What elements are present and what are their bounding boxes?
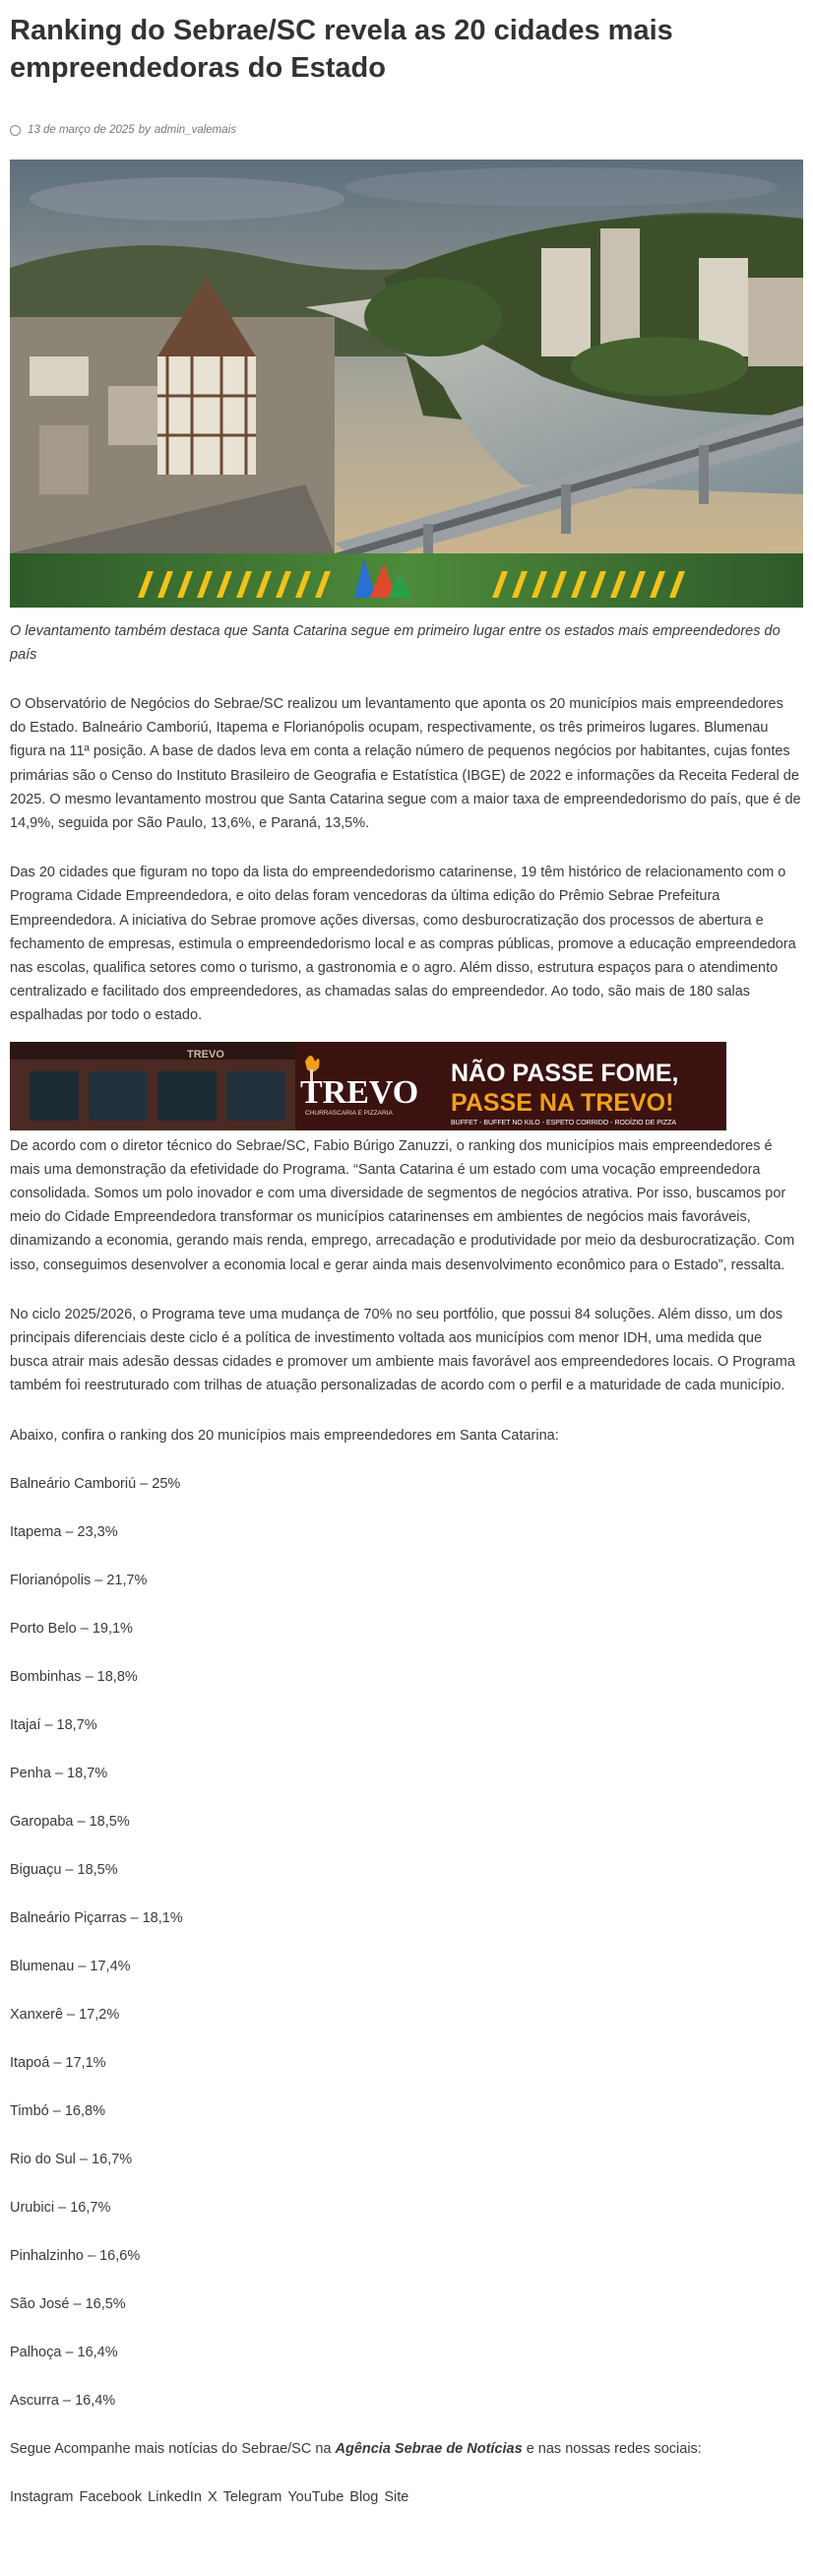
- social-link[interactable]: YouTube: [287, 2488, 344, 2505]
- ranking-item: Rio do Sul – 16,7%: [10, 2151, 133, 2167]
- follow-prefix: Segue Acompanhe mais notícias do Sebrae/SC na: [10, 2440, 336, 2457]
- paragraph-3: De acordo com o diretor técnico do Sebrae/SC, Fabio Búrigo Zanuzzi, o ranking dos municípios mais empreendedores é mais uma demonstração da efetividade do Programa. “Santa Catarina é um estado com uma vocação empreendedora consolidada. Somos um polo inovador e com uma diversidade de segmentos de negócios atrativa. Por isso, buscamos por meio do Cidade Empreendedora transformar os municípios catarinenses em ambientes de negócios mais favoráveis, dinamizando a economia, gerando mais renda, emprego, arrecadação e produtividade por meio da desburocratização. Com isso, conseguimos desenvolver a economia local e gerar ainda mais desenvolvimento econômico para o Estado”, ressalta.: [10, 1137, 795, 1273]
- by-label: by: [138, 124, 151, 136]
- ranking-item: Itajaí – 18,7%: [10, 1716, 97, 1733]
- social-link[interactable]: Instagram: [10, 2488, 74, 2505]
- follow-suffix: e nas nossas redes sociais:: [522, 2440, 702, 2457]
- ranking-item: Penha – 18,7%: [10, 1765, 108, 1781]
- article-meta: [10, 122, 803, 138]
- ranking-item: Timbó – 16,8%: [10, 2102, 105, 2119]
- ranking-item: Xanxerê – 17,2%: [10, 2006, 120, 2023]
- clock-icon: [10, 125, 21, 136]
- article-author[interactable]: admin_valemais: [154, 124, 236, 136]
- social-link[interactable]: Site: [384, 2488, 409, 2505]
- ad-headline-1: NÃO PASSE FOME,: [451, 1059, 679, 1087]
- ranking-item: Ascurra – 16,4%: [10, 2392, 116, 2409]
- ranking-item: Biguaçu – 18,5%: [10, 1861, 118, 1878]
- ad-services: BUFFET - BUFFET NO KILO - ESPETO CORRIDO - RODÍZIO DE PIZZA: [451, 1119, 677, 1127]
- social-link[interactable]: X: [208, 2488, 218, 2505]
- ranking-item: Garopaba – 18,5%: [10, 1813, 130, 1830]
- ranking-item: Palhoça – 16,4%: [10, 2344, 118, 2360]
- paragraph-2: Das 20 cidades que figuram no topo da lista do empreendedorismo catarinense, 19 têm histórico de relacionamento com o Programa Cidade Empreendedora, e oito delas foram vencedoras da última edição do Prêmio Sebrae Prefeitura Empreendedora. A iniciativa do Sebrae promove ações diversas, como desburocratização dos processos de abertura e fechamento de empresas, estimula o empreendedorismo local e as compras públicas, promove a educação empreendedora nas escolas, qualifica setores como o turismo, a gastronomia e o agro. Além disso, estrutura espaços para o atendimento centralizado e facilitado dos empreendedores, as chamadas salas do empreendedor. Ao todo, são mais de 180 salas espalhadas por todo o estado.: [10, 865, 796, 1024]
- article-date: 13 de março de 2025: [28, 124, 135, 136]
- ranking-item: Florianópolis – 21,7%: [10, 1572, 148, 1588]
- ad-brand: TREVO: [300, 1073, 419, 1111]
- ad-headline-2: PASSE NA TREVO!: [451, 1088, 674, 1117]
- ranking-item: Pinhalzinho – 16,6%: [10, 2247, 141, 2264]
- ranking-item: Balneário Piçarras – 18,1%: [10, 1909, 183, 1926]
- agency-link[interactable]: Agência Sebrae de Notícias: [335, 2440, 523, 2457]
- ranking-item: Urubici – 16,7%: [10, 2199, 111, 2216]
- image-caption: O levantamento também destaca que Santa Catarina segue em primeiro lugar entre os estados mais empreendedores do país: [10, 623, 781, 663]
- facade-sign: TREVO: [187, 1048, 224, 1061]
- article-title: Ranking do Sebrae/SC revela as 20 cidades mais empreendedoras do Estado: [10, 15, 673, 84]
- ranking-intro: Abaixo, confira o ranking dos 20 municípios mais empreendedores em Santa Catarina:: [10, 1427, 559, 1444]
- social-link[interactable]: Facebook: [79, 2488, 143, 2505]
- ranking-item: Itapoá – 17,1%: [10, 2054, 106, 2071]
- ranking-item: Itapema – 23,3%: [10, 1523, 118, 1540]
- follow-text: [10, 2437, 803, 2461]
- paragraph-4: No ciclo 2025/2026, o Programa teve uma mudança de 70% no seu portfólio, que possui 84 soluções. Além disso, um dos principais diferenciais deste ciclo é a política de investimento voltada aos municípios com menor IDH, uma medida que busca atrair mais adesão dessas cidades e promover um ambiente mais favorável aos empreendedores locais. O Programa também foi reestruturado com trilhas de atuação personalizadas de acordo com o perfil e a maturidade de cada município.: [10, 1306, 795, 1394]
- ranking-item: Blumenau – 17,4%: [10, 1958, 131, 1974]
- ad-brand-sub: CHURRASCARIA E PIZZARIA: [305, 1109, 393, 1117]
- hero-image: [10, 160, 803, 608]
- ranking-item: Balneário Camboriú – 25%: [10, 1475, 181, 1492]
- social-link[interactable]: Blog: [349, 2488, 379, 2505]
- ranking-item: Porto Belo – 19,1%: [10, 1620, 133, 1637]
- social-link[interactable]: LinkedIn: [148, 2488, 202, 2505]
- social-links: [10, 2485, 803, 2509]
- social-link[interactable]: Telegram: [222, 2488, 282, 2505]
- ranking-list: [10, 1472, 803, 2413]
- ranking-item: São José – 16,5%: [10, 2295, 126, 2312]
- ad-banner[interactable]: [10, 1042, 726, 1130]
- paragraph-1: O Observatório de Negócios do Sebrae/SC realizou um levantamento que aponta os 20 municípios mais empreendedores do Estado. Balneário Camboriú, Itapema e Florianópolis ocupam, respectivamente, os três primeiros lugares. Blumenau figura na 11ª posição. A base de dados leva em conta a relação número de pequenos negócios por habitantes, cujas fontes primárias são o Censo do Instituto Brasileiro de Geografia e Estatística (IBGE) de 2022 e informações da Receita Federal de 2025. O mesmo levantamento mostrou que Santa Catarina segue com a maior taxa de empreendedorismo do país, que é de 14,9%, seguida por São Paulo, 13,6%, e Paraná, 13,5%.: [10, 696, 801, 832]
- ranking-item: Bombinhas – 18,8%: [10, 1668, 138, 1685]
